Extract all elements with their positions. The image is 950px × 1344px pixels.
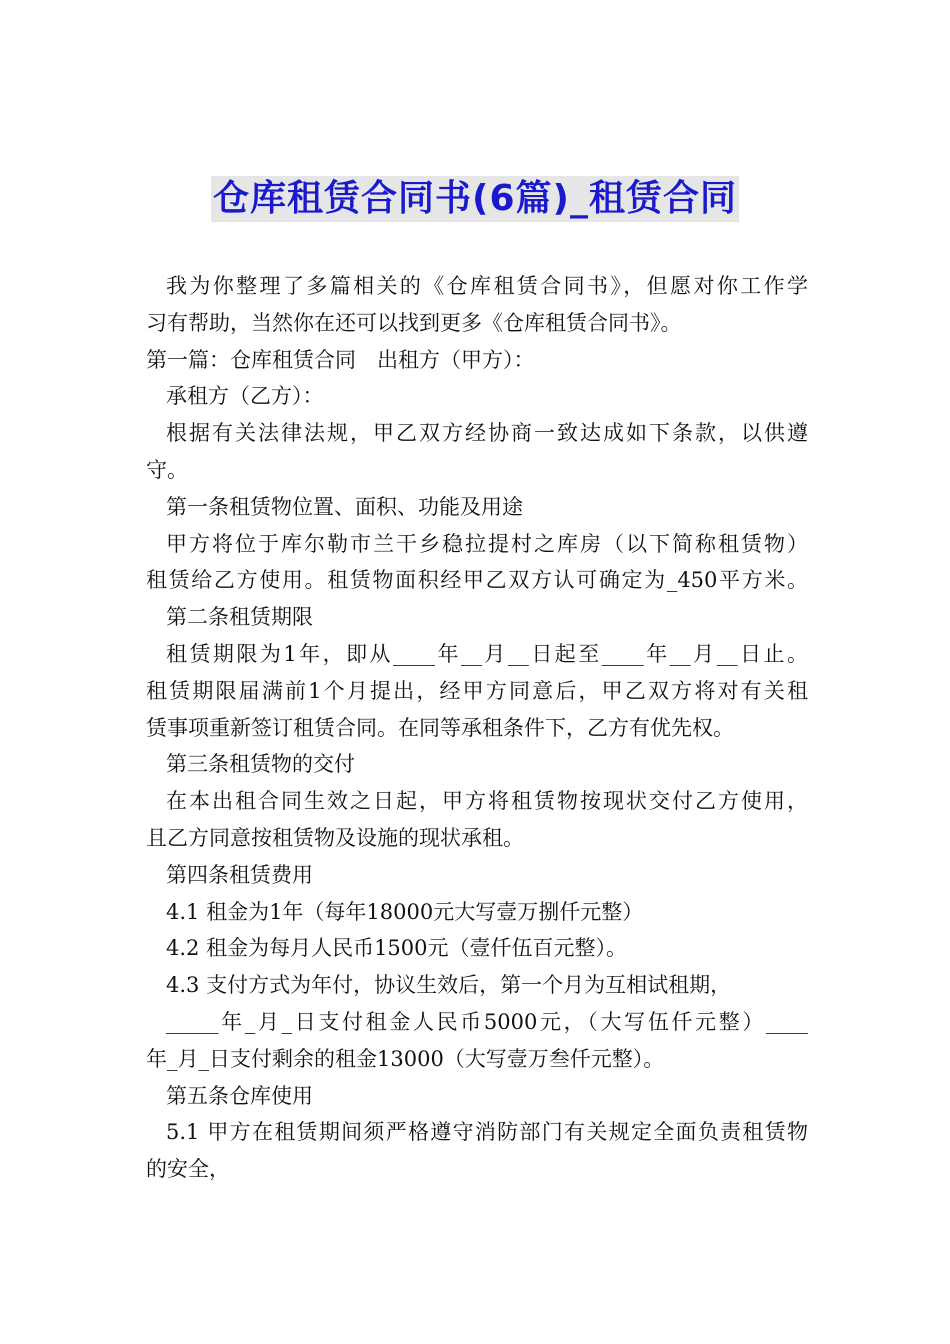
clause-line: 4.3 支付方式为年付，协议生效后，第一个月为互相试租期， bbox=[166, 973, 732, 998]
paragraph-line: 甲方将位于库尔勒市兰干乡稳拉提村之库房（以下简称租赁物） bbox=[166, 531, 808, 556]
article-heading: 第五条仓库使用 bbox=[166, 1083, 313, 1108]
intro-line-1: 我为你整理了多篇相关的《仓库租赁合同书》，但愿对你工作学 bbox=[166, 274, 808, 298]
article-heading: 第三条租赁物的交付 bbox=[166, 752, 355, 777]
clause-line: 4.1 租金为1年（每年18000元大写壹万捌仟元整） bbox=[166, 899, 644, 924]
clause-line: _____年_月_日支付租金人民币5000元，（大写伍仟元整）____ bbox=[166, 1009, 808, 1034]
clause-line: 4.2 租金为每月人民币1500元（壹仟伍百元整）。 bbox=[166, 936, 628, 961]
article-heading: 第四条租赁费用 bbox=[166, 862, 313, 887]
clause-line: 5.1 甲方在租赁期间须严格遵守消防部门有关规定全面负责租赁物 bbox=[166, 1120, 808, 1145]
document-body bbox=[146, 268, 808, 1188]
chapter-heading: 第一篇：仓库租赁合同 出租方（甲方）： bbox=[146, 347, 535, 372]
lessee-label: 承租方（乙方）： bbox=[166, 384, 324, 409]
paragraph-line: 在本出租合同生效之日起，甲方将租赁物按现状交付乙方使用， bbox=[166, 789, 808, 814]
title-container bbox=[0, 176, 950, 222]
article-heading: 第一条租赁物位置、面积、功能及用途 bbox=[166, 494, 523, 519]
article-heading: 第二条租赁期限 bbox=[166, 605, 313, 630]
document-title: 仓库租赁合同书(6篇)_租赁合同 bbox=[211, 176, 739, 222]
intro-line-2: 习有帮助，当然你在还可以找到更多《仓库租赁合同书》。 bbox=[146, 310, 682, 335]
paragraph-line: 租赁期限届满前1个月提出，经甲方同意后，甲乙双方将对有关租 bbox=[146, 678, 808, 703]
paragraph-line: 租赁给乙方使用。租赁物面积经甲乙双方认可确定为_450平方米。 bbox=[146, 568, 808, 593]
clause-line: 年_月_日支付剩余的租金13000（大写壹万叁仟元整）。 bbox=[146, 1046, 665, 1071]
clause-line: 的安全， bbox=[146, 1157, 230, 1182]
paragraph-line: 且乙方同意按租赁物及设施的现状承租。 bbox=[146, 825, 524, 850]
paragraph-line: 根据有关法律法规，甲乙双方经协商一致达成如下条款，以供遵 bbox=[166, 421, 808, 446]
paragraph-line: 守。 bbox=[146, 457, 188, 482]
paragraph-line: 租赁期限为1年，即从____年__月__日起至____年__月__日止。 bbox=[166, 641, 808, 666]
paragraph-line: 赁事项重新签订租赁合同。在同等承租条件下，乙方有优先权。 bbox=[146, 715, 734, 740]
